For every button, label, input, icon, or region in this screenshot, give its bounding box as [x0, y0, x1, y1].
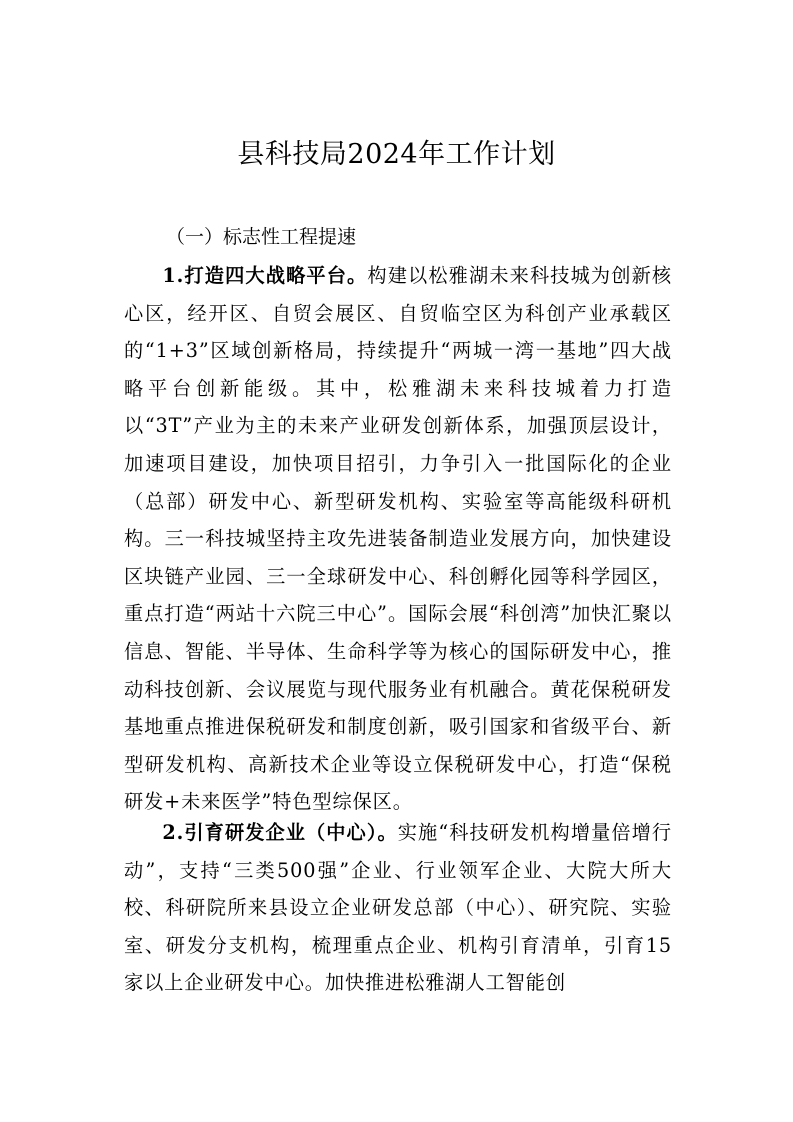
paragraph-1-body: 构建以松雅湖未来科技城为创新核心区，经开区、自贸会展区、自贸临空区为科创产业承载区的“1+3”区域创新格局，持续提升“两城一湾一基地”四大战略平台创新能级。其中，松雅湖未来科技城着力打造以“3T”产业为主的未来产业研发创新体系，加强顶层设计，加速项目建设，加快项目招引，力争引入一批国际化的企业（总部）研发中心、新型研发机构、实验室等高能级科研机构。三一科技城坚持主攻先进装备制造业发展方向，加快建设区块链产业园、三一全球研发中心、科创孵化园等科学园区，重点打造“两站十六院三中心”。国际会展“科创湾”加快汇聚以信息、智能、半导体、生命科学等为核心的国际研发中心，推动科技创新、会议展览与现代服务业有机融合。黄花保税研发基地重点推进保税研发和制度创新，吸引国家和省级平台、新型研发机构、高新技术企业等设立保税研发中心，打造“保税研发+未来医学”特色型综保区。 [124, 264, 672, 814]
paragraph-1 [124, 257, 672, 821]
paragraph-2-body: 实施“科技研发机构增量倍增行动”，支持“三类500强”企业、行业领军企业、大院大所大校、科研院所来县设立企业研发总部（中心）、研究院、实验室、研发分支机构，梳理重点企业、机构引育清单，引育15家以上企业研发中心。加快推进松雅湖人工智能创 [124, 821, 672, 995]
paragraph-2-lead: 2.引育研发企业（中心）。 [162, 821, 398, 844]
paragraph-2 [124, 814, 672, 1002]
section-heading: （一）标志性工程提速 [166, 226, 357, 248]
paragraph-1-lead: 1.打造四大战略平台。 [162, 264, 368, 287]
document-title: 县科技局2024年工作计划 [237, 139, 556, 170]
